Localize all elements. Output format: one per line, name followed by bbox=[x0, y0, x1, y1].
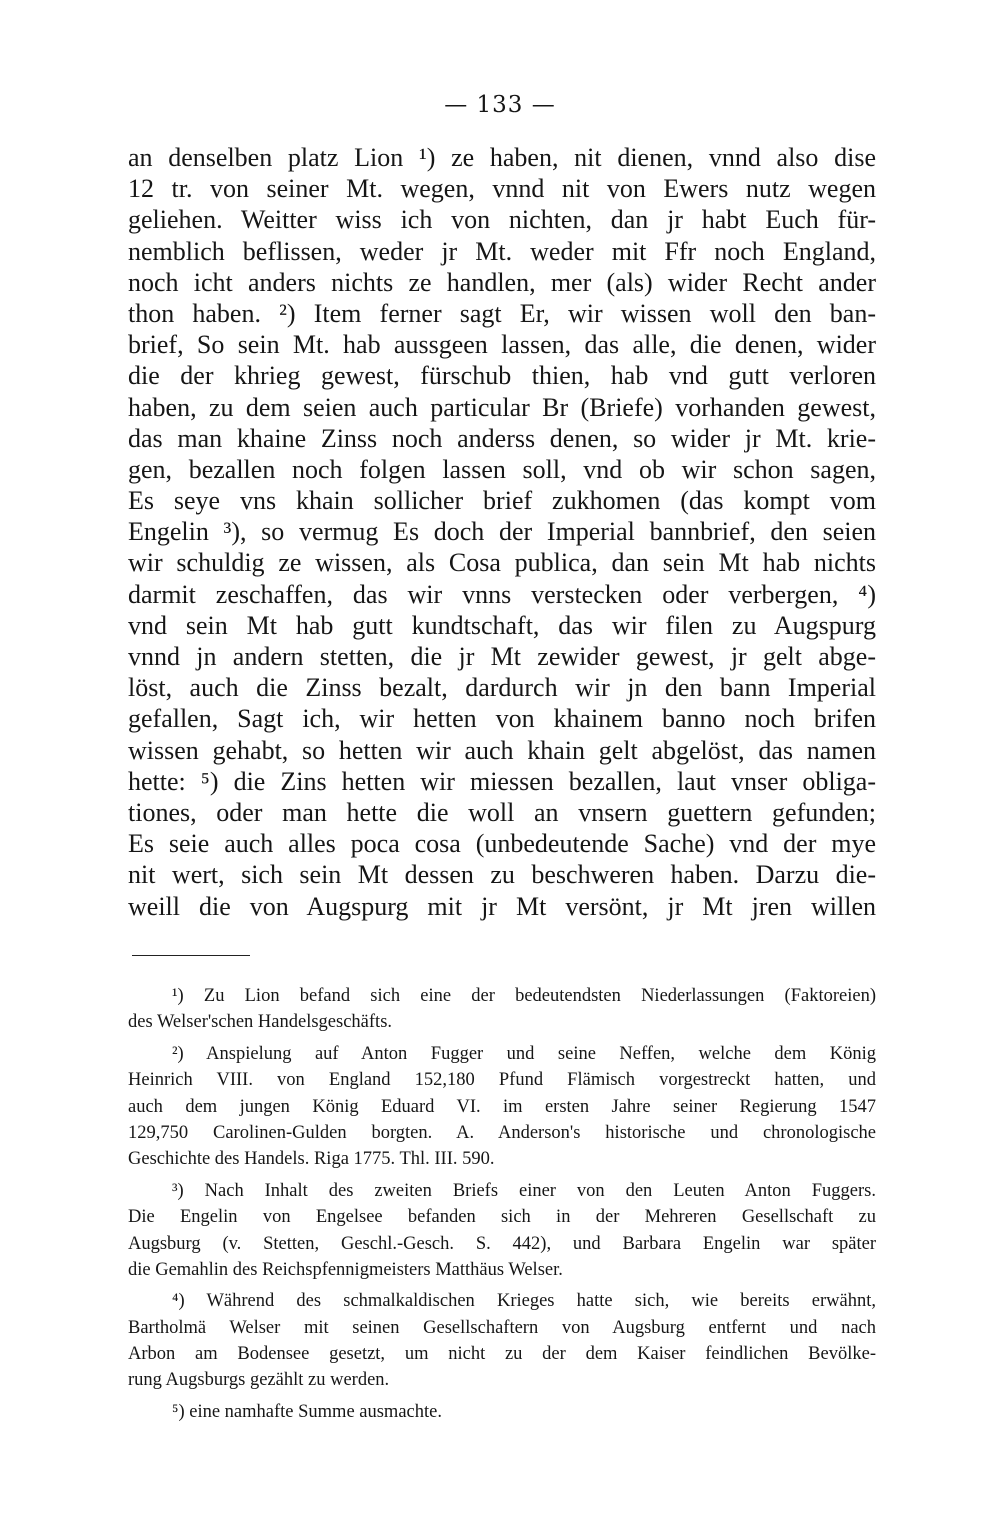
footnote-3 bbox=[128, 1178, 876, 1284]
body-line: hette: ⁵) die Zins hetten wir miessen bezallen, laut vnser obliga- bbox=[128, 766, 876, 796]
body-line: brief, So sein Mt. hab aussgeen lassen, das alle, die denen, wider bbox=[128, 330, 876, 360]
footnote-4 bbox=[128, 1288, 876, 1394]
footnote-line: ³) Nach Inhalt des zweiten Briefs einer von den Leuten Anton Fuggers. bbox=[172, 1180, 876, 1201]
body-line: darmit zeschaffen, das wir vnns verstecken oder verbergen, ⁴) bbox=[128, 579, 876, 609]
body-line: 12 tr. von seiner Mt. wegen, vnnd nit von Ewers nutz wegen bbox=[128, 174, 876, 204]
footnote-1 bbox=[128, 983, 876, 1036]
body-line: haben, zu dem seien auch particular Br (Briefe) vorhanden gewest, bbox=[128, 392, 876, 422]
body-line: die der khrieg gewest, fürschub thien, hab vnd gutt verloren bbox=[128, 361, 876, 391]
footnote-line: Die Engelin von Engelsee befanden sich in der Mehreren Gesellschaft zu bbox=[128, 1207, 876, 1228]
body-line: weill die von Augspurg mit jr Mt versönt, jr Mt jren willen bbox=[128, 891, 876, 921]
body-line: an denselben platz Lion ¹) ze haben, nit dienen, vnnd also dise bbox=[128, 143, 876, 172]
footnote-line: Heinrich VIII. von England 152,180 Pfund Flämisch vorgestreckt hatten, und bbox=[128, 1070, 876, 1091]
body-line: gefallen, Sagt ich, wir hetten von khainem banno noch brifen bbox=[128, 704, 876, 734]
footnote-line: 129,750 Carolinen-Gulden borgten. A. Anderson's historische und chronologische bbox=[128, 1122, 876, 1143]
body-line: tiones, oder man hette die woll an vnsern guettern gefunden; bbox=[128, 797, 876, 827]
footnote-line: ¹) Zu Lion befand sich eine der bedeutendsten Niederlassungen (Faktoreien) bbox=[172, 986, 876, 1006]
footnote-line: auch dem jungen König Eduard VI. im ersten Jahre seiner Regierung 1547 bbox=[128, 1096, 876, 1117]
footnote-line: die Gemahlin des Reichspfennigmeisters Matthäus Welser. bbox=[128, 1259, 563, 1280]
body-line: Es seie auch alles poca cosa (unbedeutende Sache) vnd der mye bbox=[128, 829, 876, 859]
body-line: wir schuldig ze wissen, als Cosa publica, dan sein Mt hab nichts bbox=[128, 548, 876, 578]
body-line: nemblich beflissen, weder jr Mt. weder mit Ffr noch England, bbox=[128, 236, 876, 266]
body-line: Es seye vns khain sollicher brief zukhomen (das kompt vom bbox=[128, 486, 876, 516]
footnote-5 bbox=[128, 1399, 876, 1425]
footnote-line: ⁵) eine namhafte Summe ausmachte. bbox=[172, 1401, 442, 1422]
body-line: Engelin ³), so vermug Es doch der Imperial bannbrief, den seien bbox=[128, 517, 876, 547]
footnote-line: rung Augsburgs gezählt zu werden. bbox=[128, 1370, 390, 1391]
footnote-line: ²) Anspielung auf Anton Fugger und seine Neffen, welche dem König bbox=[172, 1043, 876, 1064]
footnote-line: des Welser'schen Handelsgeschäfts. bbox=[128, 1012, 393, 1033]
footnote-2 bbox=[128, 1041, 876, 1173]
footnotes bbox=[128, 983, 876, 1430]
body-line: löst, auch die Zinss bezalt, dardurch wir jn den bann Imperial bbox=[128, 673, 876, 703]
footnote-line: Augsburg (v. Stetten, Geschl.-Gesch. S. 442), und Barbara Engelin war später bbox=[128, 1233, 876, 1254]
footnote-line: Arbon am Bodensee gesetzt, um nicht zu der dem Kaiser feindlichen Bevölke- bbox=[128, 1344, 876, 1365]
body-text bbox=[128, 142, 876, 922]
body-line: noch icht anders nichts ze handlen, mer (als) wider Recht ander bbox=[128, 267, 876, 297]
footnote-line: Geschichte des Handels. Riga 1775. Thl. III. 590. bbox=[128, 1149, 495, 1170]
page-number: — 133 — bbox=[444, 92, 556, 118]
footnote-line: ⁴) Während des schmalkaldischen Krieges hatte sich, wie bereits erwähnt, bbox=[172, 1291, 876, 1312]
body-line: gen, bezallen noch folgen lassen soll, vnd ob wir schon sagen, bbox=[128, 454, 876, 484]
body-line: wissen gehabt, so hetten wir auch khain gelt abgelöst, das namen bbox=[128, 735, 876, 765]
body-line: thon haben. ²) Item ferner sagt Er, wir wissen woll den ban- bbox=[128, 298, 876, 328]
footnote-line: Bartholmä Welser mit seinen Gesellschaftern von Augsburg entfernt und nach bbox=[128, 1317, 876, 1338]
body-line: vnnd jn andern stetten, die jr Mt zewider gewest, jr gelt abge- bbox=[128, 642, 876, 671]
body-line: vnd sein Mt hab gutt kundtschaft, das wir filen zu Augspurg bbox=[128, 610, 876, 640]
body-line: geliehen. Weitter wiss ich von nichten, dan jr habt Euch für- bbox=[128, 205, 876, 235]
body-line: das man khaine Zinss noch anderss denen, so wider jr Mt. krie- bbox=[128, 423, 876, 453]
body-line: nit wert, sich sein Mt dessen zu beschweren haben. Darzu die- bbox=[128, 860, 876, 890]
footnote-divider bbox=[132, 955, 250, 956]
